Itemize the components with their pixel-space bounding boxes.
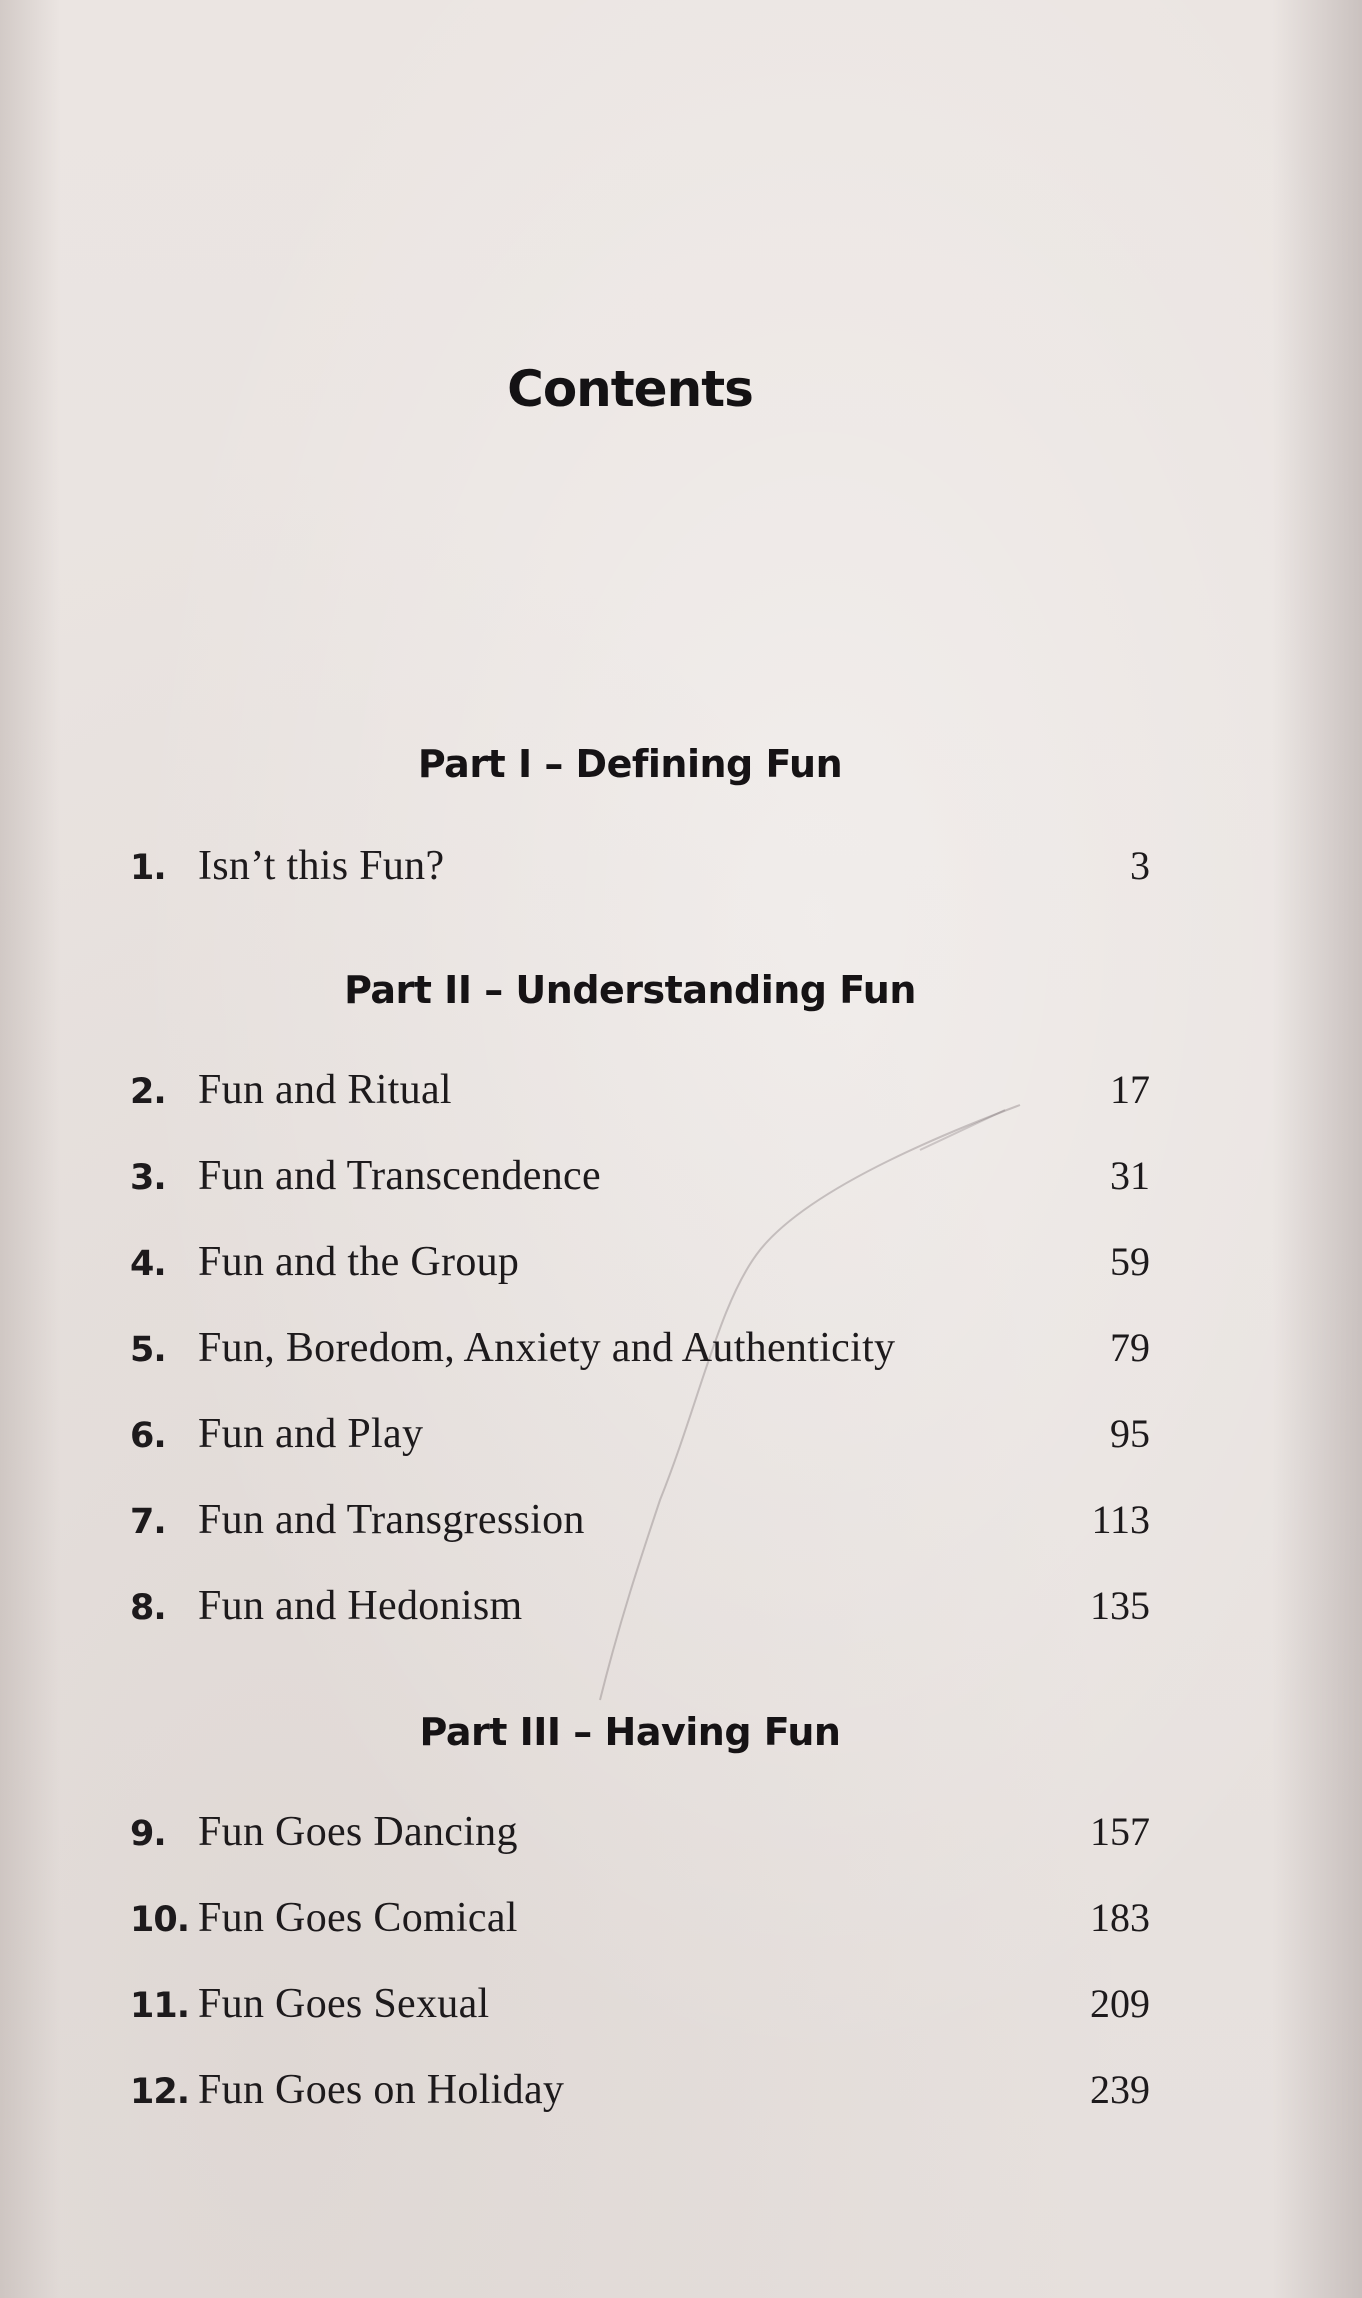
chapter-number: 6. xyxy=(130,1416,166,1456)
chapter-title: Fun Goes Dancing xyxy=(198,1809,518,1855)
toc-entry-6 xyxy=(130,1410,1150,1470)
chapter-number: 1. xyxy=(130,848,166,888)
toc-entry-11 xyxy=(130,1980,1150,2040)
chapter-number: 3. xyxy=(130,1158,166,1198)
chapter-number: 8. xyxy=(130,1588,166,1628)
chapter-page: 3 xyxy=(1130,843,1150,888)
chapter-page: 95 xyxy=(1110,1411,1150,1456)
chapter-title: Fun and Transcendence xyxy=(198,1153,601,1199)
chapter-number: 2. xyxy=(130,1072,166,1112)
chapter-page: 113 xyxy=(1091,1497,1150,1542)
chapter-page: 79 xyxy=(1110,1325,1150,1370)
toc-entry-8 xyxy=(130,1582,1150,1642)
chapter-title: Isn’t this Fun? xyxy=(198,843,445,889)
page-title: Contents xyxy=(507,360,753,418)
chapter-number: 12. xyxy=(130,2072,190,2112)
chapter-number: 11. xyxy=(130,1986,190,2026)
chapter-number: 5. xyxy=(130,1330,166,1370)
toc-entry-12 xyxy=(130,2066,1150,2126)
chapter-page: 135 xyxy=(1090,1583,1150,1628)
toc-entry-10 xyxy=(130,1894,1150,1954)
chapter-page: 209 xyxy=(1090,1981,1150,2026)
toc-entry-4 xyxy=(130,1238,1150,1298)
toc-entry-1 xyxy=(130,842,1150,902)
part-heading-2: Part II – Understanding Fun xyxy=(344,968,916,1012)
chapter-page: 239 xyxy=(1090,2067,1150,2112)
chapter-number: 9. xyxy=(130,1814,166,1854)
chapter-title: Fun Goes on Holiday xyxy=(198,2067,565,2113)
chapter-number: 10. xyxy=(130,1900,190,1940)
chapter-title: Fun Goes Sexual xyxy=(198,1981,490,2027)
chapter-page: 157 xyxy=(1090,1809,1150,1854)
part-heading-1: Part I – Defining Fun xyxy=(417,742,843,786)
chapter-title: Fun and Transgression xyxy=(198,1497,585,1543)
chapter-page: 183 xyxy=(1090,1895,1150,1940)
toc-entry-7 xyxy=(130,1496,1150,1556)
chapter-title: Fun and Hedonism xyxy=(198,1583,523,1629)
chapter-page: 31 xyxy=(1110,1153,1150,1198)
chapter-title: Fun, Boredom, Anxiety and Authenticity xyxy=(198,1325,896,1371)
chapter-number: 7. xyxy=(130,1502,166,1542)
chapter-title: Fun and Play xyxy=(198,1411,424,1457)
toc-entry-2 xyxy=(130,1066,1150,1126)
toc-entry-9 xyxy=(130,1808,1150,1868)
chapter-number: 4. xyxy=(130,1244,166,1284)
chapter-page: 17 xyxy=(1110,1067,1150,1112)
chapter-title: Fun Goes Comical xyxy=(198,1895,518,1941)
toc-entry-3 xyxy=(130,1152,1150,1212)
part-heading-3: Part III – Having Fun xyxy=(419,1710,841,1754)
chapter-title: Fun and the Group xyxy=(198,1239,520,1285)
chapter-page: 59 xyxy=(1110,1239,1150,1284)
toc-entry-5 xyxy=(130,1324,1150,1384)
chapter-title: Fun and Ritual xyxy=(198,1067,452,1113)
